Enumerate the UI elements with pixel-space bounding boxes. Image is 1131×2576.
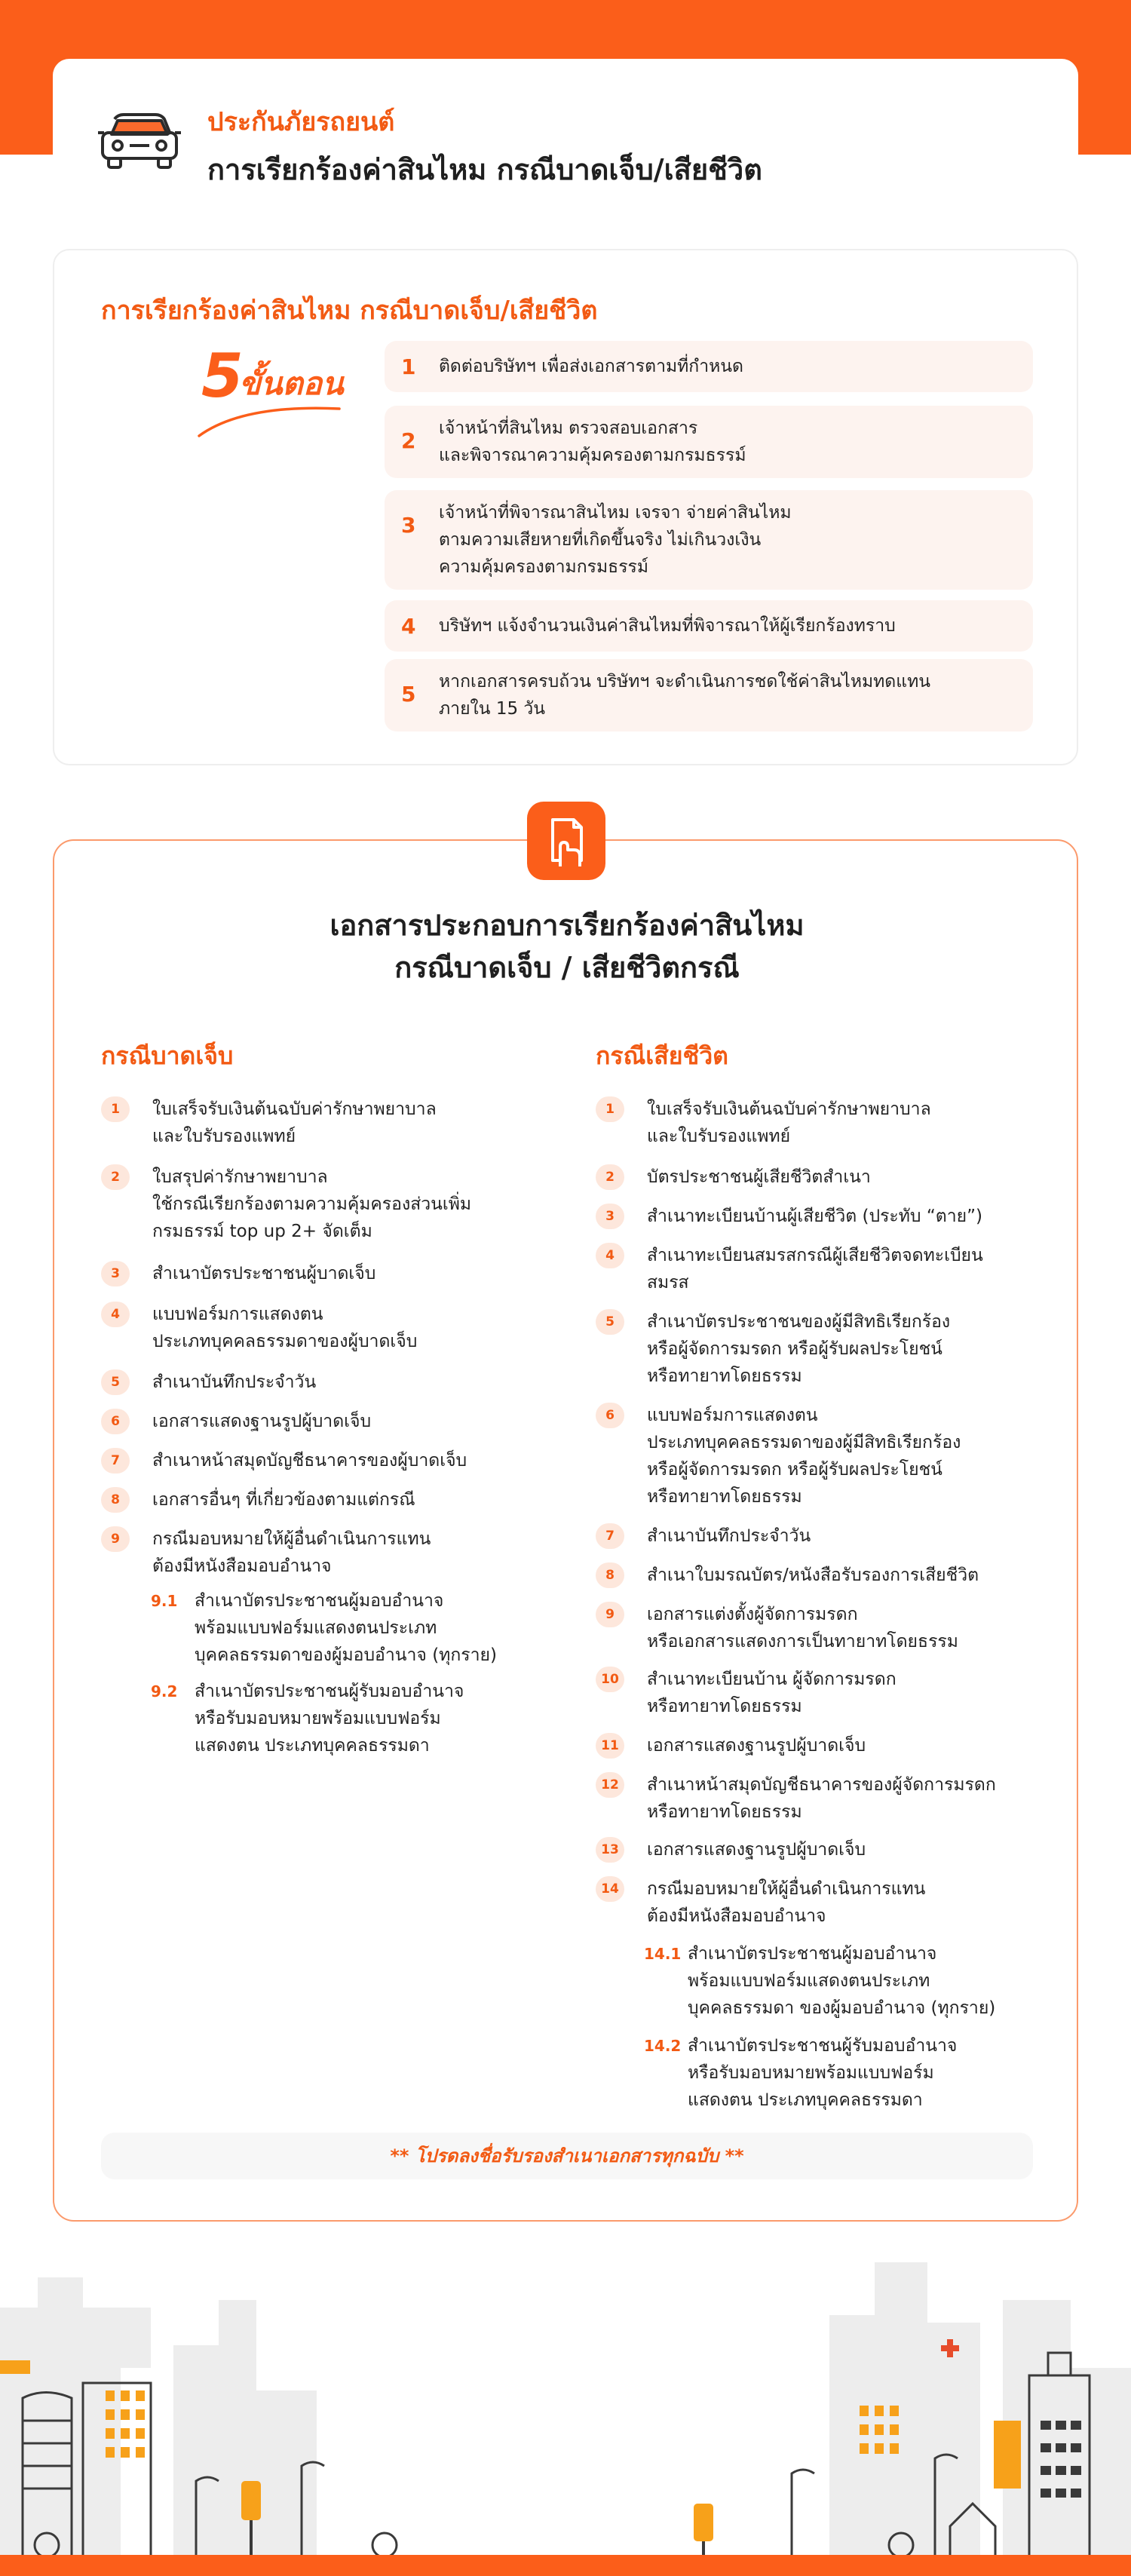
steps-title: การเรียกร้องค่าสินไหม กรณีบาดเจ็บ/เสียชีวิต: [101, 296, 598, 326]
step-item: [385, 659, 1033, 731]
city-skyline-illustration: [0, 2255, 1131, 2556]
item-badge: 1: [101, 1096, 130, 1122]
list-item: [101, 1447, 523, 1474]
item-text: เอกสารแสดงฐานรูปผู้บาดเจ็บ: [647, 1840, 866, 1860]
step-number: 4: [401, 614, 416, 639]
page-title: การเรียกร้องค่าสินไหม กรณีบาดเจ็บ/เสียชีวิต: [207, 153, 762, 186]
item-text: สำเนาบันทึกประจำวัน: [152, 1372, 317, 1392]
step-item: [385, 600, 1033, 652]
list-item: [596, 1164, 1048, 1191]
step-number: 3: [401, 513, 416, 538]
document-hand-icon: [527, 802, 605, 880]
steps-count-number: 5: [201, 341, 244, 411]
item-text: กรณีมอบหมายให้ผู้อื่นดำเนินการแทน ต้องมีหนังสือมอบอำนาจ: [647, 1879, 926, 1926]
step-text: หากเอกสารครบถ้วน บริษัทฯ จะดำเนินการชดใช้ค่าสินไหมทดแทน ภายใน 15 วัน: [439, 672, 930, 719]
list-item: [596, 1402, 1048, 1510]
item-text: สำเนาทะเบียนสมรสกรณีผู้เสียชีวิตจดทะเบียน สมรส: [647, 1246, 983, 1293]
item-text: สำเนาใบมรณบัตร/หนังสือรับรองการเสียชีวิต: [647, 1566, 979, 1585]
item-badge: 1: [596, 1096, 624, 1122]
item-text: สำเนาบัตรประชาชนผู้รับมอบอำนาจ หรือรับมอบหมายพร้อมแบบฟอร์ม แสดงตน ประเภทบุคคลธรรมดา: [195, 1682, 464, 1756]
item-badge: 6: [596, 1403, 624, 1428]
list-item: [596, 1562, 1048, 1589]
item-text: สำเนาบัตรประชาชนผู้บาดเจ็บ: [152, 1264, 376, 1283]
certify-note: ** โปรดลงชื่อรับรองสำเนาเอกสารทุกฉบับ **: [101, 2133, 1033, 2179]
item-badge: 6: [101, 1409, 130, 1434]
step-text: บริษัทฯ แจ้งจำนวนเงินค่าสินไหมที่พิจารณาให้ผู้เรียกร้องทราบ: [439, 616, 896, 636]
sub-list-item: [644, 1940, 1066, 2022]
list-item: [596, 1666, 1048, 1720]
list-item: [101, 1301, 523, 1355]
item-text: สำเนาบัตรประชาชนของผู้มีสิทธิเรียกร้อง หรือผู้จัดการมรดก หรือผู้รับผลประโยชน์ หรือทายาทโดยธรรม: [647, 1312, 951, 1386]
step-number: 2: [401, 428, 416, 453]
item-text: สำเนาบัตรประชาชนผู้มอบอำนาจ พร้อมแบบฟอร์มแสดงตนประเภท บุคคลธรรมดาของผู้มอบอำนาจ (ทุกราย): [195, 1591, 497, 1665]
item-badge: 9: [101, 1526, 130, 1552]
document-icon-box: [527, 802, 605, 880]
list-item: [101, 1408, 523, 1435]
death-heading: กรณีเสียชีวิต: [596, 1041, 728, 1070]
item-badge: 11: [596, 1733, 624, 1759]
item-text: เอกสารอื่นๆ ที่เกี่ยวข้องตามแต่กรณี: [152, 1490, 415, 1510]
list-item: [596, 1601, 1048, 1655]
sub-list-item: [644, 2032, 1066, 2114]
step-item: [385, 406, 1033, 478]
item-badge: 7: [596, 1523, 624, 1549]
item-badge: 10: [596, 1667, 624, 1692]
item-badge: 8: [101, 1487, 130, 1513]
item-text: สำเนาบัตรประชาชนผู้มอบอำนาจ พร้อมแบบฟอร์มแสดงตนประเภท บุคคลธรรมดา ของผู้มอบอำนาจ (ทุกราย): [688, 1944, 996, 2018]
documents-card: [53, 839, 1078, 2222]
step-text: ติดต่อบริษัทฯ เพื่อส่งเอกสารตามที่กำหนด: [439, 357, 743, 376]
car-icon: [98, 112, 181, 172]
item-badge: 7: [101, 1448, 130, 1474]
item-badge: 9.1: [151, 1592, 178, 1610]
item-text: สำเนาหน้าสมุดบัญชีธนาคารของผู้บาดเจ็บ: [152, 1451, 467, 1470]
list-item: [101, 1260, 523, 1287]
list-item: [596, 1875, 1048, 1930]
item-text: เอกสารแสดงฐานรูปผู้บาดเจ็บ: [647, 1736, 866, 1756]
list-item: [101, 1486, 523, 1513]
item-text: สำเนาหน้าสมุดบัญชีธนาคารของผู้จัดการมรดก หรือทายาทโดยธรรม: [647, 1775, 996, 1822]
step-text: เจ้าหน้าที่สินไหม ตรวจสอบเอกสาร และพิจารณาความคุ้มครองตามกรมธรรม์: [439, 419, 746, 465]
sub-list-item: [151, 1587, 543, 1669]
item-badge: 12: [596, 1772, 624, 1798]
steps-count-word: ขั้นตอน: [239, 365, 344, 402]
item-badge: 4: [101, 1302, 130, 1327]
list-item: [596, 1242, 1048, 1296]
step-item: [385, 490, 1033, 590]
item-text: กรณีมอบหมายให้ผู้อื่นดำเนินการแทน ต้องมีหนังสือมอบอำนาจ: [152, 1529, 431, 1576]
item-text: ใบเสร็จรับเงินต้นฉบับค่ารักษาพยาบาล และใบรับรองแพทย์: [647, 1099, 931, 1146]
item-badge: 3: [596, 1204, 624, 1229]
five-steps-badge: [145, 341, 344, 439]
item-text: ใบเสร็จรับเงินต้นฉบับค่ารักษาพยาบาล และใบรับรองแพทย์: [152, 1099, 437, 1146]
list-item: [596, 1096, 1048, 1150]
item-text: เอกสารแสดงฐานรูปผู้บาดเจ็บ: [152, 1412, 372, 1431]
step-item: [385, 341, 1033, 392]
documents-title: เอกสารประกอบการเรียกร้องค่าสินไหม กรณีบาดเจ็บ / เสียชีวิตกรณี: [329, 909, 805, 984]
item-text: บัตรประชาชนผู้เสียชีวิตสำเนา: [647, 1167, 871, 1187]
item-badge: 5: [101, 1369, 130, 1395]
item-badge: 9.2: [151, 1682, 178, 1700]
item-badge: 14.2: [644, 2037, 682, 2055]
list-item: [596, 1771, 1048, 1826]
bottom-orange-band: [0, 2555, 1131, 2576]
item-badge: 13: [596, 1837, 624, 1863]
header-kicker: ประกันภัยรถยนต์: [207, 107, 395, 137]
list-item: [596, 1203, 1048, 1230]
swoosh-icon: [198, 394, 341, 439]
item-text: สำเนาบัตรประชาชนผู้รับมอบอำนาจ หรือรับมอบหมายพร้อมแบบฟอร์ม แสดงตน ประเภทบุคคลธรรมดา: [688, 2036, 958, 2110]
item-badge: 9: [596, 1602, 624, 1627]
item-badge: 4: [596, 1243, 624, 1268]
item-badge: 5: [596, 1309, 624, 1335]
steps-card: [53, 249, 1078, 765]
item-text: สำเนาทะเบียนบ้านผู้เสียชีวิต (ประทับ “ตาย”): [647, 1207, 982, 1226]
item-text: สำเนาทะเบียนบ้าน ผู้จัดการมรดก หรือทายาทโดยธรรม: [647, 1670, 897, 1716]
step-number: 5: [401, 682, 416, 707]
list-item: [596, 1308, 1048, 1390]
list-item: [596, 1836, 1048, 1863]
item-text: เอกสารแต่งตั้งผู้จัดการมรดก หรือเอกสารแสดงการเป็นทายาทโดยธรรม: [647, 1605, 958, 1651]
list-item: [596, 1523, 1048, 1550]
header-card: [53, 59, 1078, 217]
list-item: [101, 1164, 523, 1245]
item-badge: 8: [596, 1562, 624, 1588]
injury-heading: กรณีบาดเจ็บ: [101, 1041, 234, 1070]
step-number: 1: [401, 354, 416, 379]
list-item: [101, 1096, 523, 1150]
item-text: สำเนาบันทึกประจำวัน: [647, 1526, 811, 1546]
list-item: [596, 1732, 1048, 1759]
item-text: ใบสรุปค่ารักษาพยาบาล ใช้กรณีเรียกร้องตามความคุ้มครองส่วนเพิ่ม กรมธรรม์ top up 2+ จัดเต็ม: [152, 1167, 472, 1241]
item-text: แบบฟอร์มการแสดงตน ประเภทบุคคลธรรมดาของผู้บาดเจ็บ: [152, 1305, 418, 1351]
item-badge: 14: [596, 1876, 624, 1902]
list-item: [101, 1369, 523, 1396]
list-item: [101, 1526, 523, 1580]
item-text: แบบฟอร์มการแสดงตน ประเภทบุคคลธรรมดาของผู้มีสิทธิเรียกร้อง หรือผู้จัดการมรดก หรือผู้รับผลประโยชน์ หรือทายาทโดยธรรม: [647, 1406, 961, 1507]
step-text: เจ้าหน้าที่พิจารณาสินไหม เจรจา จ่ายค่าสินไหม ตามความเสียหายที่เกิดขึ้นจริง ไม่เกินวงเงิน ความคุ้มครองตามกรมธรรม์: [439, 503, 792, 577]
item-badge: 2: [596, 1164, 624, 1190]
sub-list-item: [151, 1678, 543, 1759]
item-badge: 3: [101, 1261, 130, 1286]
item-badge: 14.1: [644, 1945, 682, 1963]
item-badge: 2: [101, 1164, 130, 1190]
